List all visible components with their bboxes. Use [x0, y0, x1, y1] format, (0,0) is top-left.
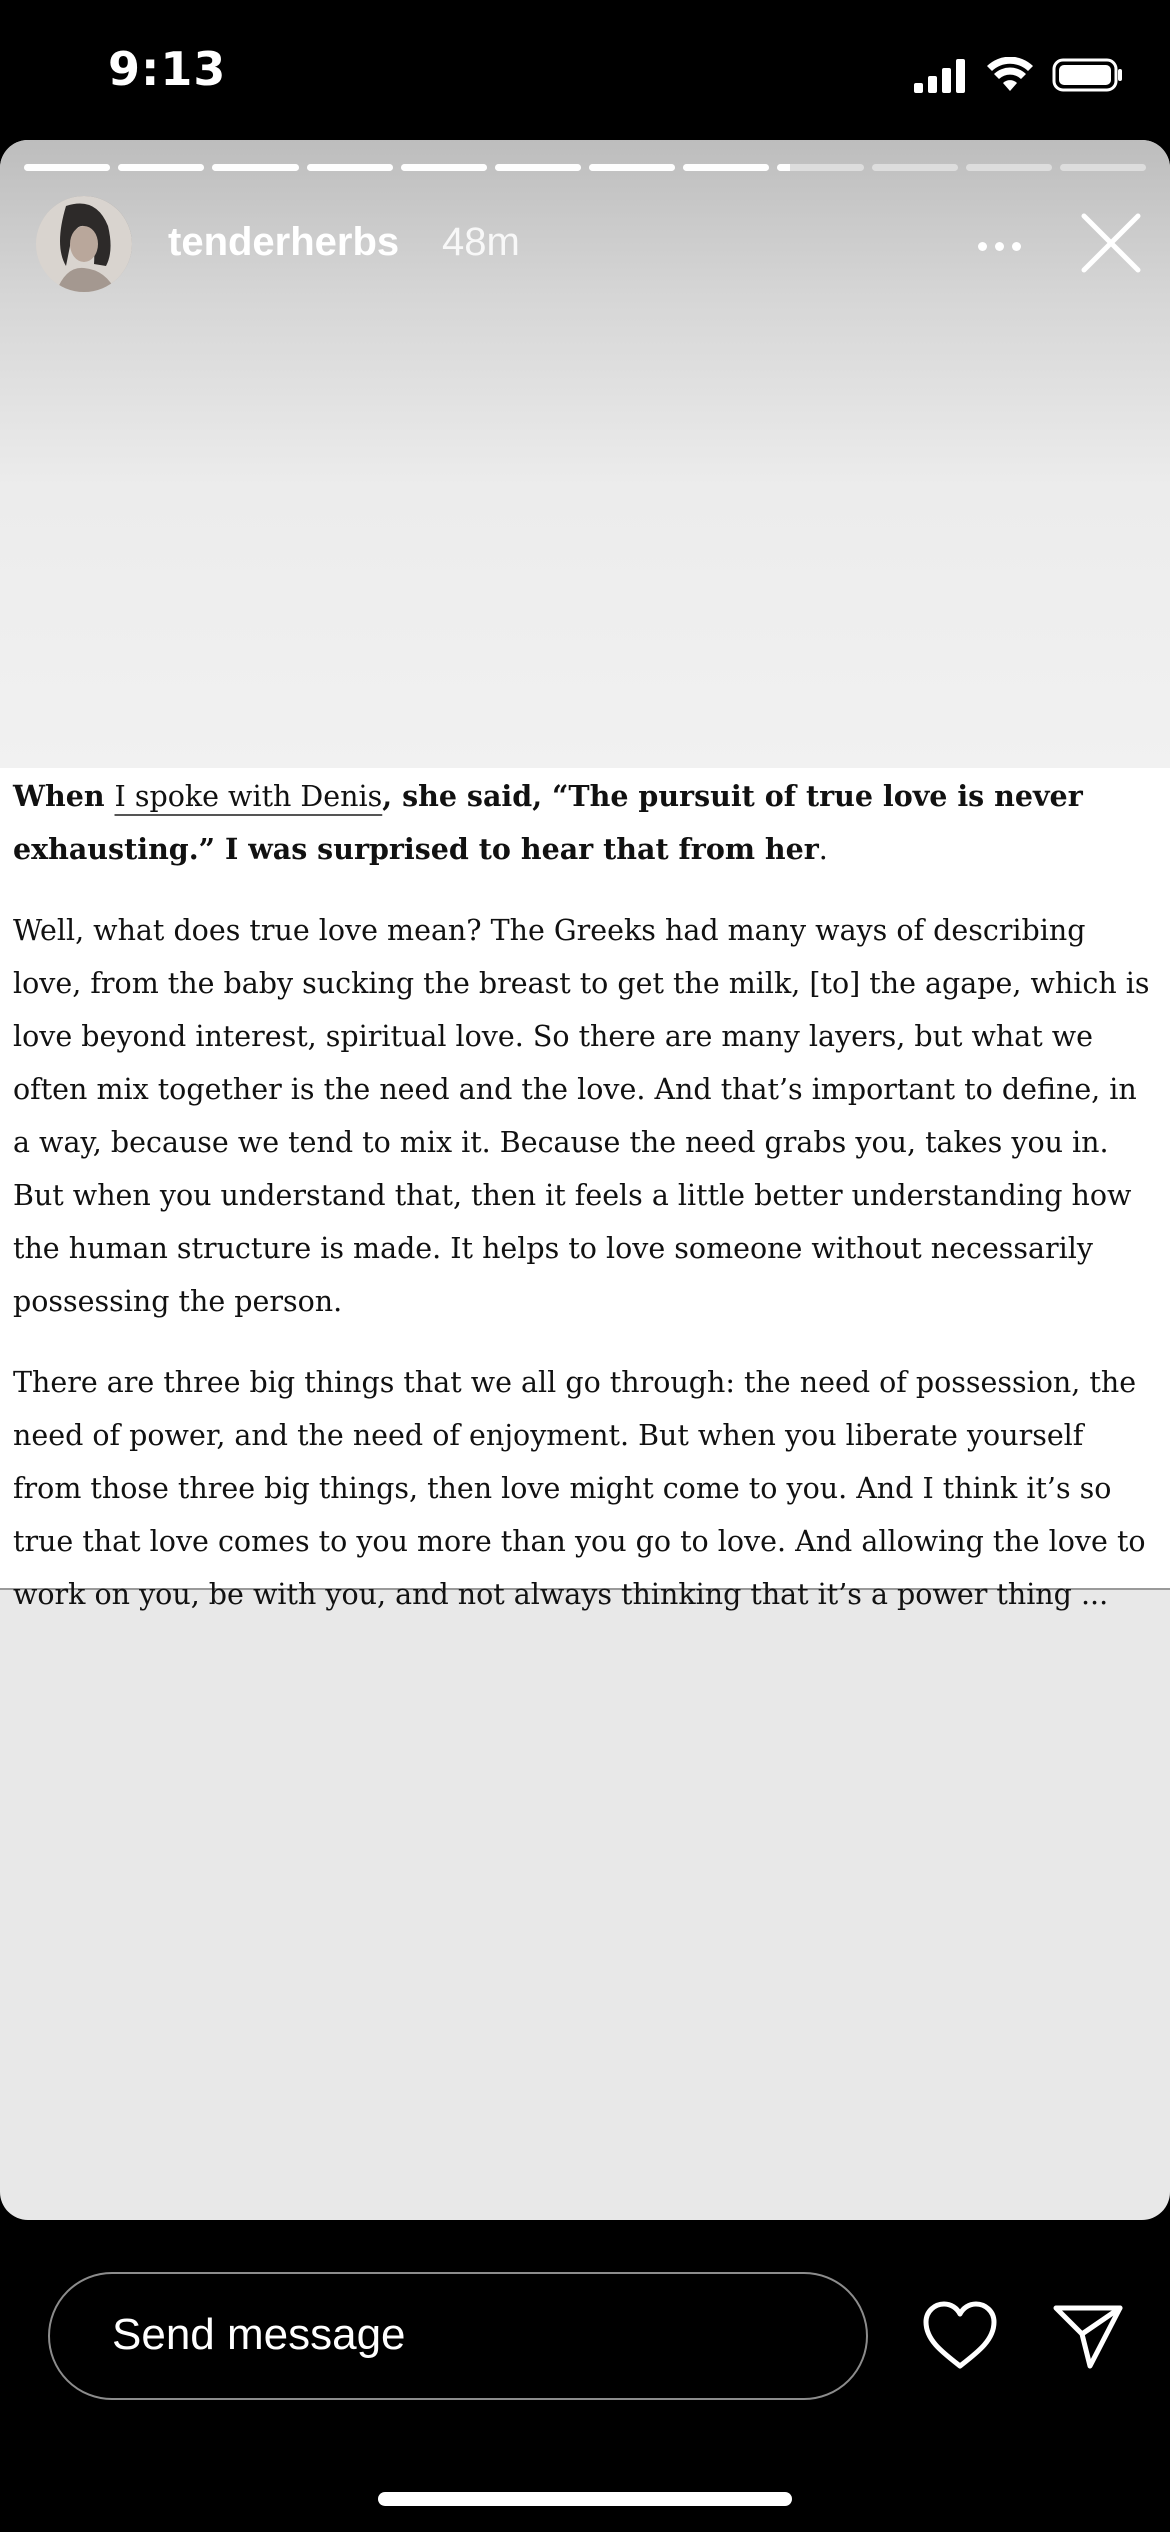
story-header	[36, 196, 1146, 296]
avatar[interactable]	[36, 196, 132, 292]
send-message-input[interactable]	[48, 2272, 868, 2400]
battery-icon	[1052, 57, 1124, 93]
progress-segment	[872, 164, 958, 171]
share-button[interactable]	[1048, 2298, 1128, 2374]
more-dot	[995, 242, 1004, 251]
article-link[interactable]: I spoke with Denis	[114, 780, 383, 813]
progress-segment	[212, 164, 298, 171]
more-options-button[interactable]	[964, 216, 1034, 276]
like-button[interactable]	[920, 2298, 1000, 2374]
story-timestamp: 48m	[442, 220, 520, 264]
close-icon	[1076, 208, 1146, 278]
wifi-icon	[986, 57, 1034, 93]
progress-segment	[1060, 164, 1146, 171]
intro-end: .	[818, 833, 828, 866]
progress-segment	[589, 164, 675, 171]
progress-fill	[118, 164, 204, 171]
story-username[interactable]: tenderherbs	[168, 220, 400, 264]
progress-fill	[212, 164, 298, 171]
intro-text: When	[13, 779, 115, 813]
home-indicator[interactable]	[378, 2492, 792, 2506]
status-bar	[0, 0, 1170, 140]
progress-segment	[401, 164, 487, 171]
article-screenshot	[0, 768, 1170, 1611]
intro-quote: , “The pursuit of true love is never exhausting.” I was surprised to hear that from her	[13, 779, 1083, 866]
progress-segment	[495, 164, 581, 171]
status-time: 9:13	[108, 42, 227, 96]
progress-fill	[24, 164, 110, 171]
article-intro	[13, 768, 1156, 876]
heart-icon	[920, 2298, 1000, 2374]
progress-fill	[495, 164, 581, 171]
progress-fill	[401, 164, 487, 171]
send-icon	[1048, 2298, 1128, 2374]
progress-segment	[966, 164, 1052, 171]
progress-segment	[777, 164, 863, 171]
progress-segment	[307, 164, 393, 171]
story-progress-bar	[24, 164, 1146, 171]
progress-fill	[307, 164, 393, 171]
close-button[interactable]	[1076, 208, 1146, 278]
progress-fill	[589, 164, 675, 171]
more-dot	[1012, 242, 1021, 251]
progress-segment	[24, 164, 110, 171]
avatar-image	[36, 196, 132, 292]
article-paragraph-2: There are three big things that we all go through: the need of possession, the need of power, and the need of enjoyment. But when you liberate yourself from those three big things, then love might come to you. And I think it’s so true that love comes to you more than you go to love. And allowing the love to work on you, be with you, and not always thinking that it’s a power thing ...	[13, 1366, 1146, 1611]
more-horizontal-icon	[978, 242, 987, 251]
story-card[interactable]	[0, 140, 1170, 2220]
send-message-placeholder: Send message	[112, 2310, 406, 2359]
progress-fill	[683, 164, 769, 171]
intro-text: , she said	[382, 779, 533, 813]
progress-fill	[777, 164, 790, 171]
status-icons	[914, 50, 1124, 100]
progress-segment	[118, 164, 204, 171]
cellular-signal-icon	[914, 57, 968, 93]
article-paragraph-1: Well, what does true love mean? The Greeks had many ways of describing love, from the baby sucking the breast to get the milk, [to] the agape, which is love beyond interest, spiritual love. So there are many layers, but what we often mix together is the need and the love. And that’s important to define, in a way, because we tend to mix it. Because the need grabs you, takes you in. But when you understand that, then it feels a little better understanding how the human structure is made. It helps to love someone without necessarily possessing the person.	[13, 914, 1150, 1318]
progress-segment	[683, 164, 769, 171]
